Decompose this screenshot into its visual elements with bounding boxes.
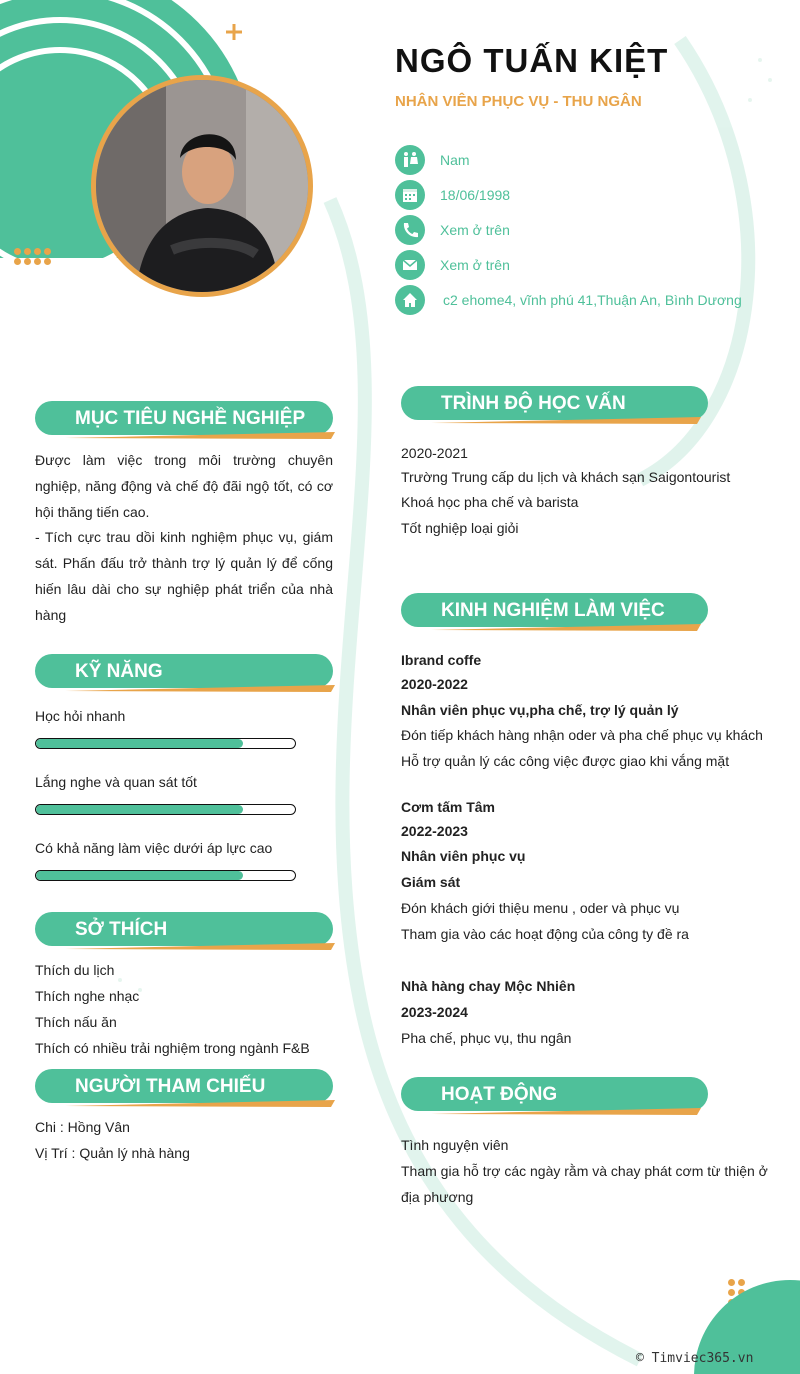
gender-value: Nam: [440, 152, 470, 168]
experience-detail: Pha chế, phục vụ, thu ngân: [401, 1030, 572, 1046]
hobby-item: Thích du lịch: [35, 962, 115, 978]
education-title: TRÌNH ĐỘ HỌC VẤN: [441, 393, 626, 414]
hobby-item: Thích nghe nhạc: [35, 988, 140, 1004]
activity-line: Tình nguyện viên: [401, 1137, 509, 1153]
experience-detail: Đón khách giới thiệu menu , oder và phục vụ: [401, 900, 680, 916]
phone-value: Xem ở trên: [440, 222, 510, 238]
contact-birthday: [395, 180, 510, 210]
contact-gender: [395, 145, 470, 175]
experience-company: Cơm tấm Tâm: [401, 799, 495, 815]
calendar-icon: [395, 180, 425, 210]
references-section-header: [35, 1069, 333, 1105]
mail-icon: [395, 250, 425, 280]
address-value: c2 ehome4, vĩnh phú 41,Thuận An, Bình Dương: [443, 292, 742, 308]
birthday-value: 18/06/1998: [440, 187, 511, 203]
experience-role: Nhân viên phục vụ: [401, 848, 526, 864]
candidate-name: NGÔ TUẤN KIỆT: [395, 42, 669, 79]
experience-period: 2023-2024: [401, 1004, 468, 1020]
phone-icon: [395, 215, 425, 245]
contact-phone: [395, 215, 510, 245]
education-line: Khoá học pha chế và barista: [401, 494, 579, 510]
experience-role: Giám sát: [401, 874, 461, 890]
experience-detail: Tham gia vào các hoạt động của công ty đề ra: [401, 926, 689, 942]
avatar: [91, 75, 313, 297]
education-line: 2020-2021: [401, 445, 468, 461]
contact-address: [395, 285, 742, 315]
objective-paragraph-1: Được làm việc trong môi trường chuyên nghiệp, năng động và chế độ đãi ngộ tốt, có cơ hội thăng tiến cao.: [35, 452, 333, 520]
activities-section-header: [401, 1077, 708, 1113]
experience-detail: Hỗ trợ quản lý các công việc được giao khi vắng mặt: [401, 753, 730, 769]
experience-period: 2022-2023: [401, 823, 468, 839]
home-icon: [395, 285, 425, 315]
skill-progress-bar: [35, 870, 296, 881]
gender-icon: [395, 145, 425, 175]
education-line: Trường Trung cấp du lịch và khách sạn Saigontourist: [401, 469, 731, 485]
skill-label: Lắng nghe và quan sát tốt: [35, 774, 197, 790]
reference-item: Chi : Hồng Vân: [35, 1119, 130, 1135]
contact-email: [395, 250, 510, 280]
hobbies-section-header: [35, 912, 333, 948]
experience-detail: Đón tiếp khách hàng nhận oder và pha chế phục vụ khách: [401, 727, 763, 743]
footer-credit: © Timviec365.vn: [636, 1351, 754, 1366]
skills-section-header: [35, 654, 333, 690]
experience-period: 2020-2022: [401, 676, 468, 692]
experience-title: KINH NGHIỆM LÀM VIỆC: [441, 600, 665, 621]
experience-section-header: [401, 593, 708, 629]
portrait-image: [96, 80, 308, 292]
skills-title: KỸ NĂNG: [75, 661, 163, 682]
objective-paragraph-2: - Tích cực trau dồi kinh nghiệm phục vụ, giám sát. Phấn đấu trở thành trợ lý quản lý để cống hiến lâu dài cho sự nghiệp phát triển của nhà hàng: [35, 529, 333, 623]
experience-company: Ibrand coffe: [401, 652, 482, 668]
skill-label: Học hỏi nhanh: [35, 708, 126, 724]
experience-role: Nhân viên phục vụ,pha chế, trợ lý quản lý: [401, 702, 679, 718]
hobby-item: Thích nấu ăn: [35, 1014, 117, 1030]
email-value: Xem ở trên: [440, 257, 510, 273]
references-title: NGƯỜI THAM CHIẾU: [75, 1076, 266, 1097]
skill-progress-bar: [35, 804, 296, 815]
hobbies-title: SỞ THÍCH: [75, 919, 168, 940]
activities-title: HOẠT ĐỘNG: [441, 1084, 558, 1105]
education-section-header: [401, 386, 708, 422]
experience-company: Nhà hàng chay Mộc Nhiên: [401, 978, 576, 994]
objective-section-header: [35, 401, 333, 437]
activity-line: Tham gia hỗ trợ các ngày rằm và chay phát cơm từ thiện ở địa phương: [401, 1163, 768, 1205]
dot-grid-decoration: [14, 248, 51, 265]
objective-title: MỤC TIÊU NGHỀ NGHIỆP: [75, 408, 306, 429]
job-title: NHÂN VIÊN PHỤC VỤ - THU NGÂN: [395, 93, 642, 110]
education-line: Tốt nghiệp loại giỏi: [401, 520, 519, 536]
reference-item: Vị Trí : Quản lý nhà hàng: [35, 1145, 190, 1161]
skill-progress-bar: [35, 738, 296, 749]
hobby-item: Thích có nhiều trải nghiệm trong ngành F&B: [35, 1040, 310, 1056]
skill-label: Có khả năng làm việc dưới áp lực cao: [35, 840, 273, 856]
